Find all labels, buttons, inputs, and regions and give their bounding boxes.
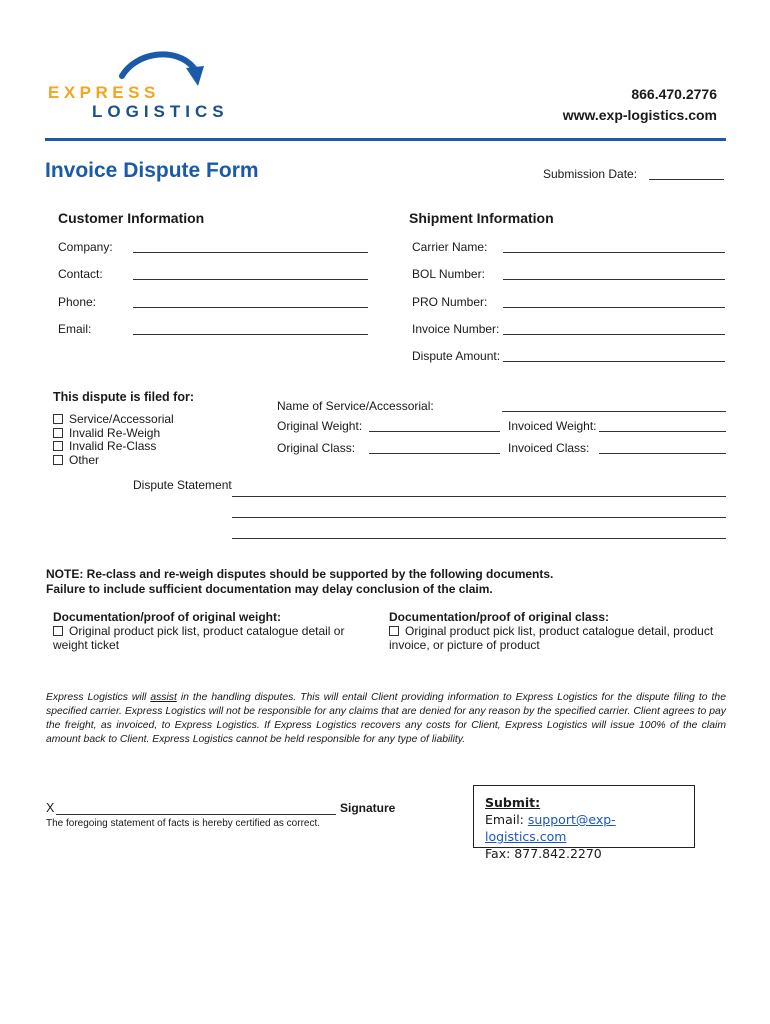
form-title: Invoice Dispute Form [45, 159, 259, 182]
company-field[interactable] [133, 252, 368, 253]
header-phone: 866.470.2776 [631, 86, 717, 102]
pro-number-label: PRO Number: [412, 295, 488, 309]
class-documentation-block [389, 610, 714, 652]
invoiced-weight-field[interactable] [599, 431, 726, 432]
invoiced-class-label: Invoiced Class: [508, 441, 590, 455]
weight-doc-heading: Documentation/proof of original weight: [53, 610, 281, 624]
bol-number-field[interactable] [503, 279, 725, 280]
submit-info-box [473, 785, 695, 861]
submit-title: Submit: [485, 795, 541, 810]
checkbox-service-accessorial[interactable] [53, 412, 174, 426]
checkbox-label: Other [69, 453, 100, 467]
note-line-2: Failure to include sufficient documentation may delay conclusion of the claim. [46, 582, 493, 596]
dispute-type-heading: This dispute is filed for: [53, 390, 194, 404]
checkbox-label: Invalid Re-Class [69, 439, 157, 453]
original-weight-label: Original Weight: [277, 419, 363, 433]
invoice-number-label: Invoice Number: [412, 322, 500, 336]
company-label: Company: [58, 240, 113, 254]
dispute-amount-label: Dispute Amount: [412, 349, 501, 363]
dispute-statement-line-1[interactable] [232, 496, 726, 497]
checkbox-icon[interactable] [53, 414, 63, 424]
dispute-statement-line-2[interactable] [232, 517, 726, 518]
liability-disclaimer [46, 691, 726, 747]
submission-date-label: Submission Date: [543, 167, 638, 181]
submit-email-link[interactable]: support@exp-logistics.com [485, 812, 616, 844]
submit-fax: Fax: 877.842.2270 [485, 846, 602, 861]
checkbox-invalid-re-class[interactable] [53, 439, 156, 453]
certification-text: The foregoing statement of facts is hereby certified as correct. [46, 818, 321, 829]
shipment-info-heading: Shipment Information [409, 210, 554, 226]
disclaimer-emphasis: assist [150, 692, 177, 703]
class-doc-text: Original product pick list, product catalogue detail, product invoice, or picture of product [389, 624, 714, 652]
signature-field[interactable] [56, 814, 336, 815]
class-doc-heading: Documentation/proof of original class: [389, 610, 610, 624]
checkbox-invalid-re-weigh[interactable] [53, 426, 160, 440]
weight-doc-text: Original product pick list, product catalogue detail or weight ticket [53, 624, 345, 652]
service-name-field[interactable] [502, 411, 726, 412]
note-line-1: NOTE: Re-class and re-weigh disputes should be supported by the following documents. [46, 567, 554, 581]
checkbox-other[interactable] [53, 453, 99, 467]
email-label: Email: [58, 322, 92, 336]
checkbox-icon[interactable] [389, 626, 399, 636]
phone-label: Phone: [58, 295, 97, 309]
submit-email-row [485, 811, 694, 845]
contact-label: Contact: [58, 267, 103, 281]
checkbox-label: Invalid Re-Weigh [69, 426, 161, 440]
original-weight-field[interactable] [369, 431, 500, 432]
submission-date-field[interactable] [649, 179, 724, 180]
class-doc-option[interactable] [389, 624, 714, 652]
invoice-number-field[interactable] [503, 334, 725, 335]
header-divider [45, 138, 726, 141]
signature-label: Signature [340, 801, 396, 815]
phone-field[interactable] [133, 307, 368, 308]
invoiced-class-field[interactable] [599, 453, 726, 454]
weight-documentation-block [53, 610, 378, 652]
disclaimer-part-1: Express Logistics will [46, 692, 151, 703]
logo-text-express: EXPRESS [48, 83, 160, 102]
signature-prefix: X [46, 801, 55, 815]
invoiced-weight-label: Invoiced Weight: [508, 419, 597, 433]
dispute-amount-field[interactable] [503, 361, 725, 362]
weight-doc-option[interactable] [53, 624, 378, 652]
service-name-label: Name of Service/Accessorial: [277, 399, 434, 413]
checkbox-icon[interactable] [53, 428, 63, 438]
checkbox-label: Service/Accessorial [69, 412, 174, 426]
checkbox-icon[interactable] [53, 455, 63, 465]
original-class-label: Original Class: [277, 441, 356, 455]
carrier-name-label: Carrier Name: [412, 240, 488, 254]
checkbox-icon[interactable] [53, 626, 63, 636]
header-website: www.exp-logistics.com [562, 107, 717, 123]
customer-info-heading: Customer Information [58, 210, 205, 226]
bol-number-label: BOL Number: [412, 267, 485, 281]
contact-field[interactable] [133, 279, 368, 280]
dispute-statement-label: Dispute Statement [133, 478, 232, 492]
disclaimer-part-2: in the handling disputes. This will entail Client providing information to Express Logistics for the dispute filing to the specified carrier. Express Logistics will not be responsible for any claims that are denied for any reason by the specified carrier. Client agrees to pay the freight, as invoiced, to Express Logistics. If Express Logistics recovers any costs for Client, Express Logistics will issue 100% of the claim amount back to Client. Express Logistics cannot be held responsible for any type of liability. [46, 692, 726, 745]
logo-text-logistics: LOGISTICS [92, 102, 229, 121]
original-class-field[interactable] [369, 453, 500, 454]
submit-email-label: Email: [485, 812, 528, 827]
dispute-statement-line-3[interactable] [232, 538, 726, 539]
email-field[interactable] [133, 334, 368, 335]
carrier-name-field[interactable] [503, 252, 725, 253]
checkbox-icon[interactable] [53, 441, 63, 451]
pro-number-field[interactable] [503, 307, 725, 308]
